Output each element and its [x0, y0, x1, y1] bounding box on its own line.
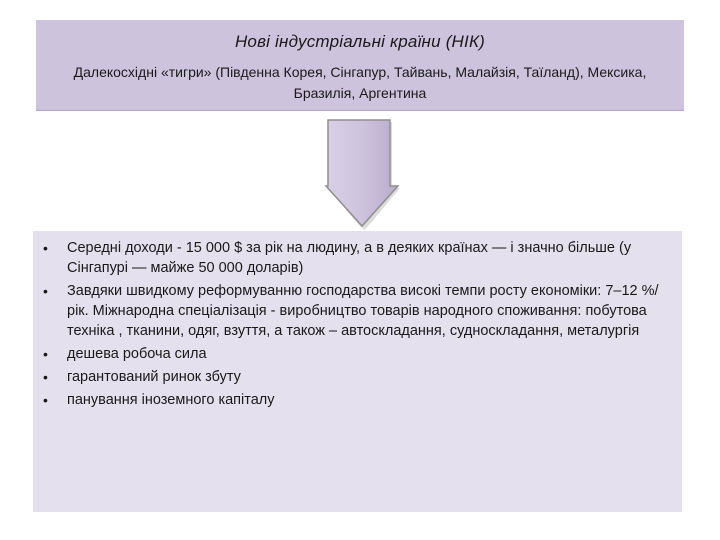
bullet-icon: • [43, 392, 48, 408]
bullet-item [33, 367, 682, 387]
bullet-item [33, 238, 682, 278]
header-box [36, 20, 684, 111]
bullet-item [33, 281, 682, 341]
bullet-text: дешева робоча сила [67, 346, 207, 362]
bullet-item [33, 344, 682, 364]
bullet-icon: • [43, 346, 48, 362]
bullet-item [33, 390, 682, 410]
content-box [33, 231, 682, 512]
header-subtitle: Далекосхідні «тигри» (Південна Корея, Сінгапур, Тайвань, Малайзія, Таїланд), Мексика, Бразилія, Аргентина [73, 64, 647, 101]
bullet-text: гарантований ринок збуту [67, 369, 241, 385]
bullet-icon: • [43, 283, 48, 299]
bullet-icon: • [43, 240, 48, 256]
bullet-list [33, 238, 682, 413]
bullet-text: Завдяки швидкому реформуванню господарства високі темпи росту економіки: 7–12 %/рік. Міжнародна спеціалізація - виробництво товарів народного споживання: побутова техніка , тканини, одяг, взуття, а також – автоскладання, судноскладання, металургія [67, 283, 659, 339]
bullet-text: панування іноземного капіталу [67, 392, 275, 408]
header-title: Нові індустріальні країни (НІК) [234, 32, 486, 51]
bullet-text: Середні доходи - 15 000 $ за рік на людину, а в деяких країнах — і значно більше (у Сінгапурі — майже 50 000 доларів) [67, 240, 632, 276]
down-arrow-icon [322, 118, 402, 230]
bullet-icon: • [43, 369, 48, 385]
